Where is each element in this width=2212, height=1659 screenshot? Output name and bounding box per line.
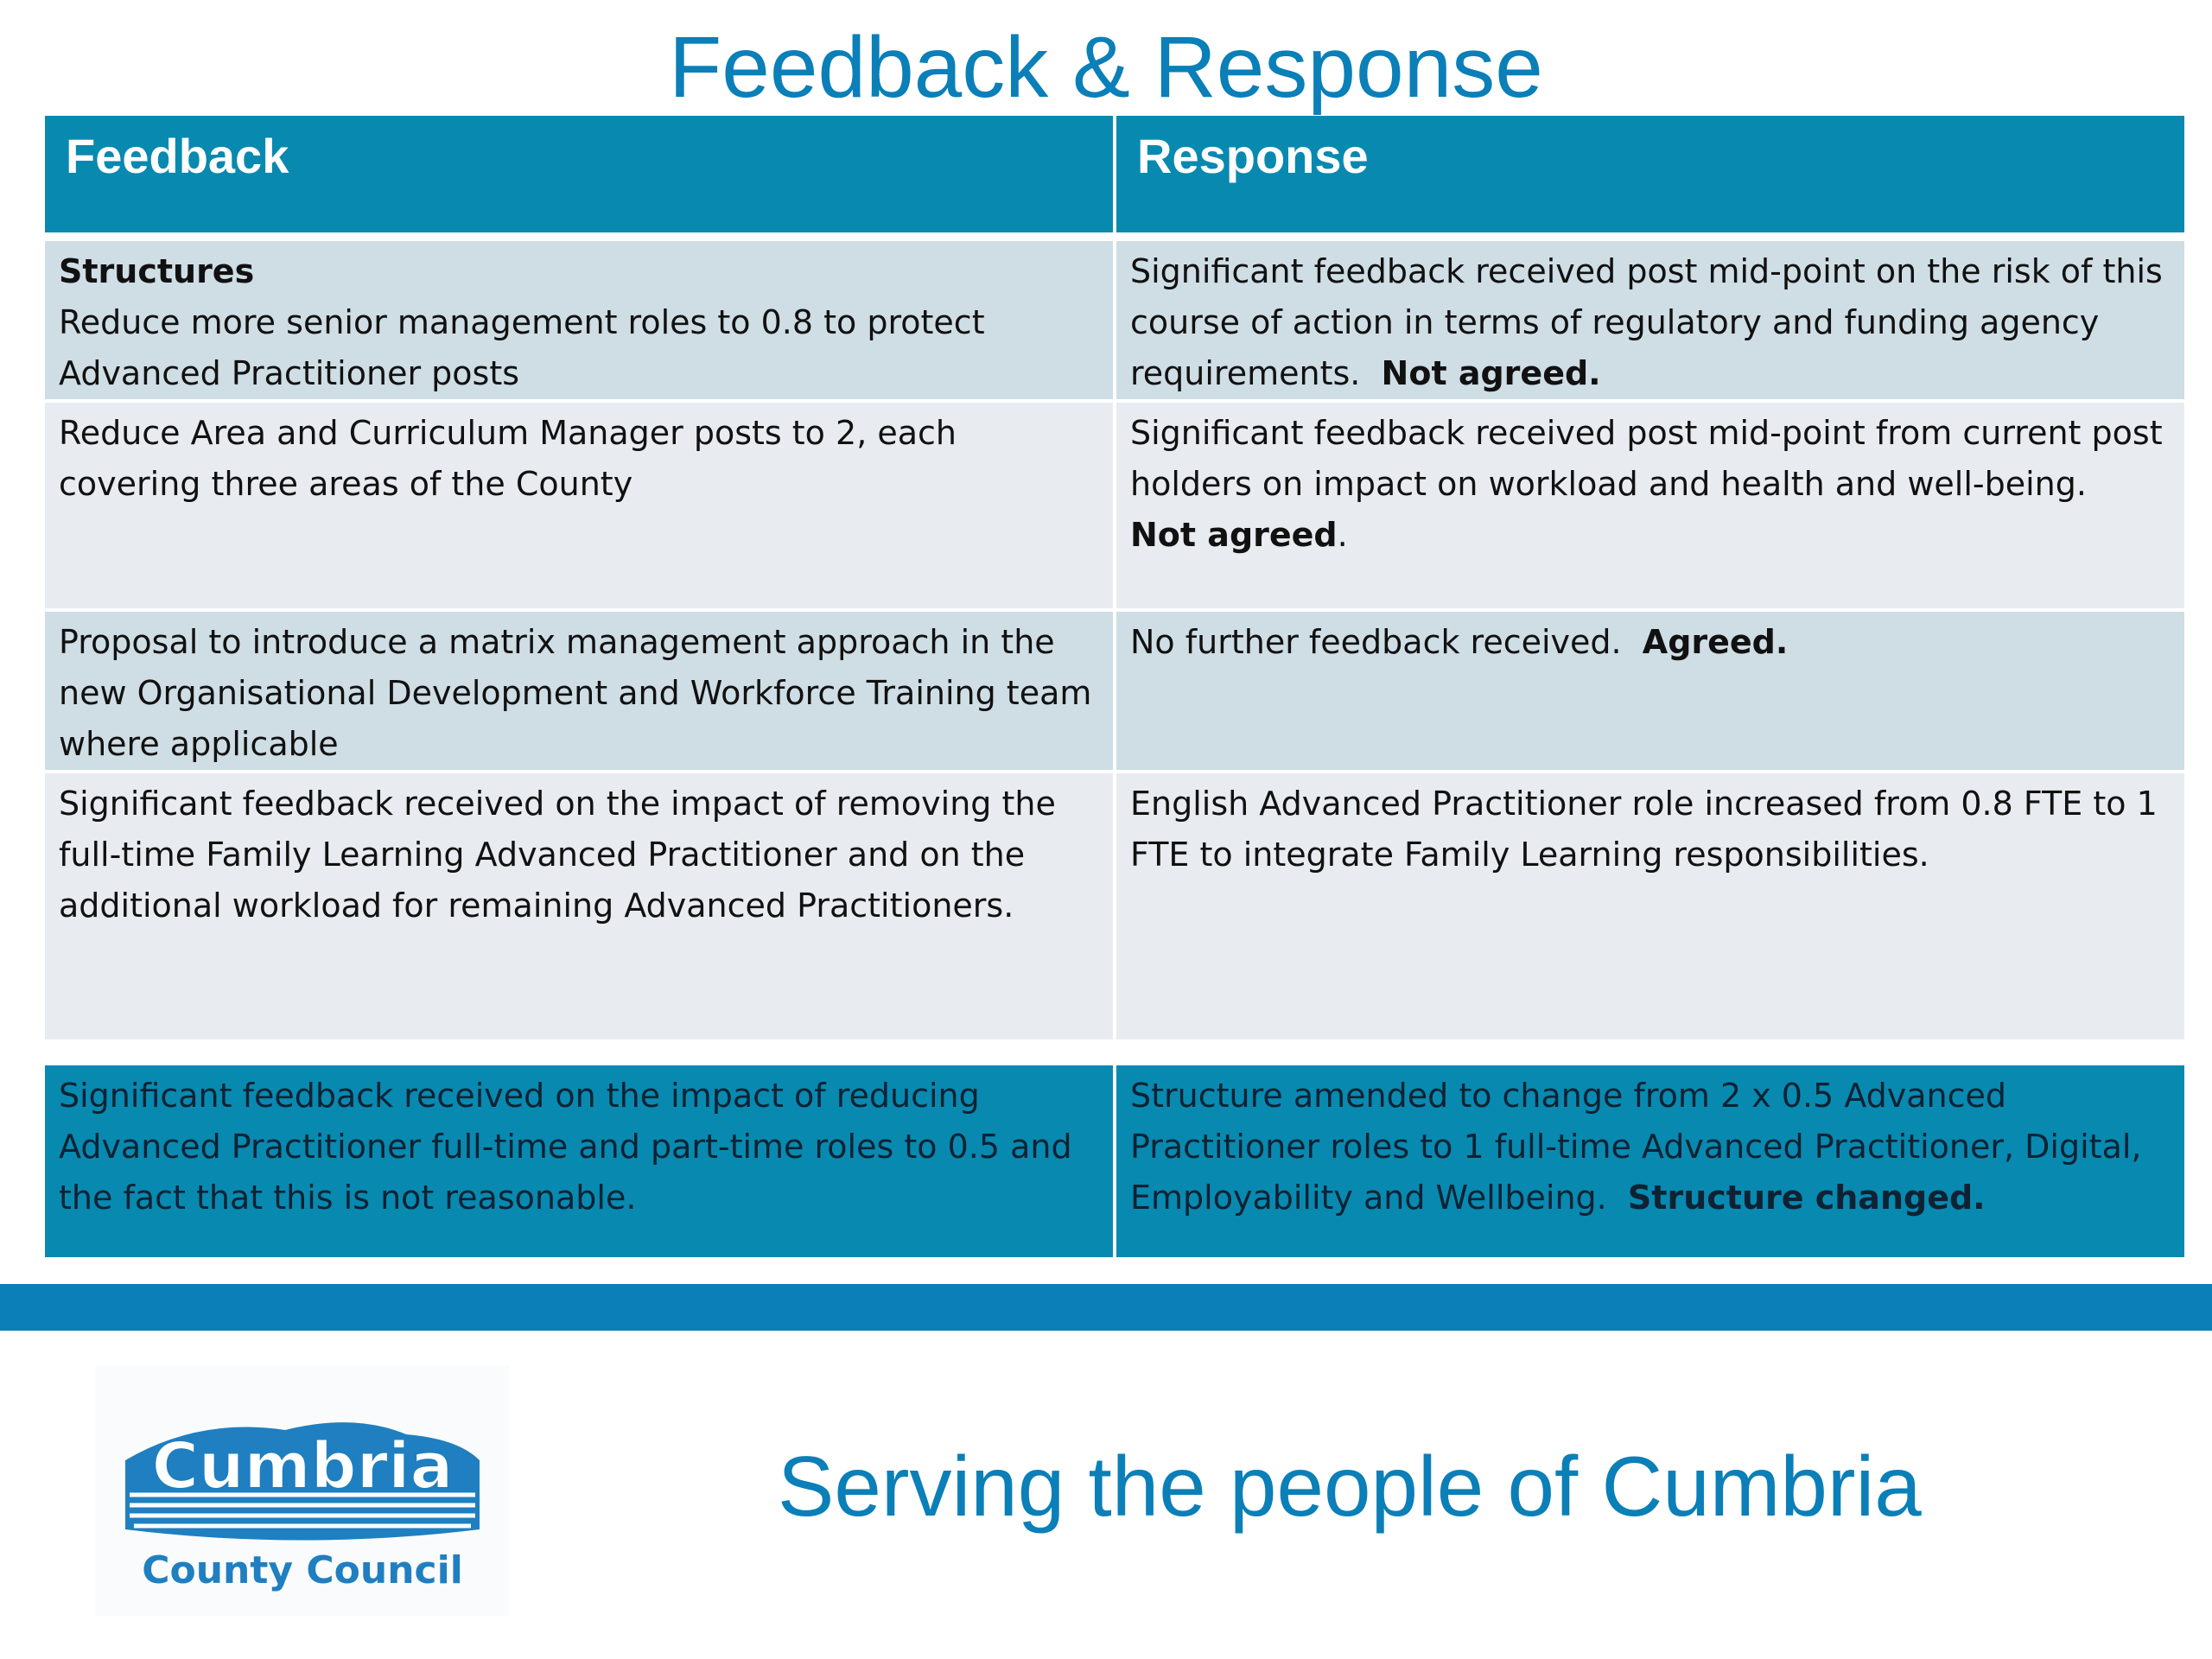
response-text: English Advanced Practitioner role increased from 0.8 FTE to 1 FTE to integrate Family Learning responsibilities. [1130, 785, 2158, 874]
response-cell [1115, 610, 2184, 772]
feedback-response-table [45, 116, 2184, 1261]
feedback-text: Reduce more senior management roles to 0.8 to protect Advanced Practitioner posts [59, 303, 985, 392]
response-cell [1115, 1065, 2184, 1259]
table-row [45, 610, 2184, 772]
response-text: Significant feedback received post mid-point from current post holders on impact on workload and health and well-being. [1130, 414, 2163, 503]
response-cell [1115, 772, 2184, 1041]
footer-tagline: Serving the people of Cumbria [778, 1439, 1922, 1534]
feedback-text: Significant feedback received on the impact of removing the full-time Family Learning Advanced Practitioner and on the additional workload for remaining Advanced Practitioners. [59, 785, 1056, 925]
response-outcome-suffix: . [1337, 516, 1348, 554]
response-text: Structure amended to change from 2 x 0.5 Advanced Practitioner roles to 1 full-time Advanced Practitioner, Digital, Employability and Wellbeing. [1130, 1077, 2142, 1217]
table-row [45, 401, 2184, 610]
section-heading: Structures [59, 252, 255, 290]
table-spacer [45, 1041, 2184, 1065]
response-outcome: Not agreed. [1381, 354, 1601, 392]
header-feedback: Feedback [45, 116, 1115, 237]
logo-subtitle: County Council [142, 1548, 463, 1592]
table-row [45, 1065, 2184, 1259]
council-logo [95, 1365, 510, 1616]
cumbria-logo-icon [95, 1365, 510, 1616]
feedback-cell [45, 772, 1115, 1041]
feedback-text: Reduce Area and Curriculum Manager posts to 2, each covering three areas of the County [59, 414, 957, 503]
table-header-row [45, 116, 2184, 237]
feedback-text: Proposal to introduce a matrix management approach in the new Organisational Development and Workforce Training team where applicable [59, 623, 1092, 763]
feedback-cell [45, 610, 1115, 772]
footer-band [0, 1284, 2212, 1331]
response-text: Significant feedback received post mid-point on the risk of this course of action in terms of regulatory and funding agency requirements. [1130, 252, 2163, 392]
header-response: Response [1115, 116, 2184, 237]
logo-wordmark: Cumbria [151, 1429, 454, 1503]
feedback-cell [45, 401, 1115, 610]
response-outcome: Structure changed. [1627, 1179, 1986, 1217]
response-cell [1115, 401, 2184, 610]
table-row [45, 772, 2184, 1041]
feedback-cell [45, 1065, 1115, 1259]
response-cell [1115, 237, 2184, 401]
response-outcome: Agreed. [1642, 623, 1789, 661]
response-text: No further feedback received. [1130, 623, 1622, 661]
page-title: Feedback & Response [669, 19, 1543, 116]
feedback-cell [45, 237, 1115, 401]
response-outcome: Not agreed [1130, 516, 1338, 554]
table-row [45, 237, 2184, 401]
feedback-text: Significant feedback received on the impact of reducing Advanced Practitioner full-time and part-time roles to 0.5 and the fact that this is not reasonable. [59, 1077, 1072, 1217]
